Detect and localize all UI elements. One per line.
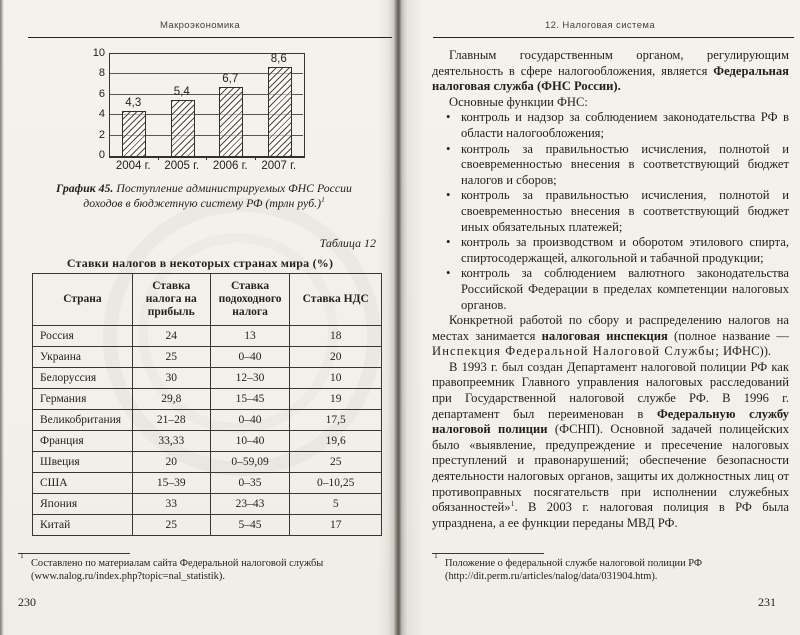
table-cell: 15–45 — [210, 389, 290, 410]
text-run: Главным государственным органом, регулирующим деятельность в сфере налогообложения, является — [432, 48, 789, 78]
chart-caption-number: График 45. — [56, 181, 114, 195]
paragraph — [432, 360, 789, 532]
table-cell: 17 — [290, 515, 382, 536]
table-cell: Великобритания — [33, 410, 133, 431]
paragraph — [432, 95, 789, 111]
page-number-right: 231 — [758, 595, 776, 609]
body-text — [432, 48, 789, 551]
footnote-text: 1 Составлено по материалам сайта Федеральной налоговой службы (www.nalog.ru/index.php?topic=nal_statistik). — [20, 551, 324, 583]
table-cell: 0–35 — [210, 473, 290, 494]
x-axis-tick — [255, 156, 256, 160]
table-row — [33, 326, 382, 347]
text-run: В 1993 г. был создан Департамент налоговой полиции РФ как правопреемник Главного управления налоговых расследований при Государственной налоговой службе РФ. В 1996 г. департамент был переименован в — [432, 359, 789, 421]
bullet-text: контроль за правильностью исчисления, полнотой и своевременностью внесения в соответствующий бюджет налогов и сборов; — [461, 141, 789, 187]
table-cell: Швеция — [33, 452, 133, 473]
bullet-item — [432, 235, 789, 266]
text-run: Федеральная налоговая служба (ФНС России). — [432, 63, 789, 94]
bar-value-label: 8,6 — [270, 53, 287, 66]
table-cell: 0–40 — [210, 410, 290, 431]
table-header-cell: Страна — [33, 274, 133, 326]
table-header-cell: Ставка налога на прибыль — [132, 274, 210, 326]
table-header-cell: Ставка подоходного налога — [210, 274, 290, 326]
table-cell: 13 — [210, 326, 290, 347]
table-cell: 0–40 — [210, 347, 290, 368]
table-cell: 25 — [132, 347, 210, 368]
chart-bar — [122, 111, 146, 157]
footnote-marker: 1 — [321, 195, 325, 205]
table-cell: 12–30 — [210, 368, 290, 389]
x-axis-tick — [206, 156, 207, 160]
table-cell: 0–59,09 — [210, 452, 290, 473]
table-cell: 10–40 — [210, 431, 290, 452]
text-run: 1 — [510, 499, 515, 509]
table-cell: 5–45 — [210, 515, 290, 536]
x-axis-label: 2006 г. — [212, 160, 248, 172]
table-body — [33, 326, 382, 536]
text-run: (ФСНП). Основной задачей полицейских было «выявление, предупреждение и пресечение налоговых преступлений и правонарушений; обеспечение безопасности деятельности налоговых органов, защиты их должностных лиц от противоправных посягательств при исполнении служебных обязанностей» — [432, 422, 789, 515]
table-row — [33, 473, 382, 494]
x-axis-label: 2005 г. — [164, 160, 200, 172]
chart-caption — [38, 181, 370, 211]
table-row — [33, 368, 382, 389]
table-cell: 19,6 — [290, 431, 382, 452]
bar-value-label: 4,3 — [125, 97, 142, 110]
bullet-text: контроль за соблюдением валютного законодательства Российской Федерации в пределах компетенции налоговых органов. — [461, 266, 789, 312]
bullet-item — [432, 188, 789, 235]
text-run: Федеральную службу налоговой полиции — [432, 406, 789, 437]
table-cell: 25 — [132, 515, 210, 536]
footnote-divider — [432, 553, 544, 554]
table-cell: 25 — [290, 452, 382, 473]
table-cell: 17,5 — [290, 410, 382, 431]
table-cell: 33,33 — [132, 431, 210, 452]
y-axis-tick-label: 0 — [98, 149, 105, 161]
table-row — [33, 389, 382, 410]
table-header — [33, 274, 382, 326]
table-row — [33, 494, 382, 515]
bullet-icon: • — [446, 188, 451, 203]
running-head-left: Макроэкономика — [159, 20, 241, 31]
x-axis-tick — [158, 156, 159, 160]
table-cell: Германия — [33, 389, 133, 410]
bullet-text: контроль за производством и оборотом этилового спирта, спиртосодержащей, алкогольной и табачной продукции; — [461, 235, 789, 265]
x-axis-label: 2007 г. — [261, 160, 297, 172]
table-cell: 19 — [290, 389, 382, 410]
table-header-row — [33, 274, 382, 326]
table-cell: 18 — [290, 326, 382, 347]
table-cell: 0–10,25 — [290, 473, 382, 494]
table-cell: Япония — [33, 494, 133, 515]
table-row — [33, 515, 382, 536]
text-run: . В 2003 г. налоговая полиция в РФ была упразднена, а ее функции переданы МВД РФ. — [432, 500, 789, 530]
table-cell: 21–28 — [132, 410, 210, 431]
bullet-text: контроль за правильностью исчисления, полнотой и своевременностью внесения в соответствующий бюджет иных обязательных платежей; — [461, 188, 789, 234]
footnote-divider — [18, 553, 130, 554]
table-title: Ставки налогов в некоторых странах мира (%) — [66, 256, 334, 270]
table-cell: 15–39 — [132, 473, 210, 494]
paragraph — [432, 48, 789, 95]
page-right — [400, 0, 800, 635]
scan-edge-shadow — [0, 0, 4, 635]
text-run: Конкретной работой по сбору и распределению налогов на местах занимается — [432, 313, 789, 343]
table-cell: США — [33, 473, 133, 494]
header-rule-right — [433, 37, 794, 38]
tax-rates-table — [32, 273, 382, 536]
table-cell: 23–43 — [210, 494, 290, 515]
page-number-left: 230 — [18, 595, 36, 609]
chart-caption-text: Поступление администрируемых ФНС России доходов в бюджетную систему РФ (трлн руб.) — [83, 181, 352, 210]
bullet-icon: • — [446, 110, 451, 125]
table-cell: Белоруссия — [33, 368, 133, 389]
bullet-item — [432, 142, 789, 189]
bullet-icon: • — [446, 235, 451, 250]
header-rule-left — [28, 37, 392, 38]
text-run: ИФНС)). — [719, 344, 772, 359]
footnote-body-text: Положение о федеральной службе налоговой полиции РФ (http://dit.perm.ru/articles/nalog/data/031904.htm). — [445, 558, 703, 583]
text-run: Основные функции ФНС: — [449, 94, 588, 109]
y-axis-tick-label: 8 — [98, 67, 105, 80]
y-axis-tick-label: 2 — [98, 128, 105, 141]
bar-chart — [0, 46, 400, 181]
table-cell: 20 — [132, 452, 210, 473]
table-label: Таблица 12 — [319, 236, 376, 250]
table-row — [33, 431, 382, 452]
text-run: налоговая инспекция — [541, 328, 668, 343]
table-cell: 20 — [290, 347, 382, 368]
text-run: (полное название — — [667, 328, 789, 343]
table-cell: Китай — [33, 515, 133, 536]
bullet-text: контроль и надзор за соблюдением законодательства РФ в области налогообложения; — [461, 110, 789, 140]
bullet-item — [432, 110, 789, 141]
bullet-icon: • — [446, 141, 451, 156]
bullet-item — [432, 266, 789, 313]
table-row — [33, 410, 382, 431]
table-cell: Россия — [33, 326, 133, 347]
bar-value-label: 6,7 — [222, 72, 239, 85]
y-axis-tick-label: 4 — [98, 108, 105, 121]
bar-value-label: 5,4 — [173, 85, 190, 98]
table-cell: 10 — [290, 368, 382, 389]
table-cell: 30 — [132, 368, 210, 389]
footnote-text: 1 Положение о федеральной службе налоговой полиции РФ (http://dit.perm.ru/articles/nalog/data/031904.htm). — [434, 551, 703, 583]
running-head-right: 12. Налоговая система — [544, 20, 656, 31]
footnote-left — [18, 553, 388, 584]
chart-bar — [268, 67, 292, 157]
table-row — [33, 347, 382, 368]
x-axis-label: 2004 г. — [115, 160, 151, 172]
text-run: Инспекция Федеральной Налоговой Службы; — [432, 344, 720, 359]
bullet-icon: • — [446, 266, 451, 281]
chart-bar — [171, 100, 195, 157]
table-header-cell: Ставка НДС — [290, 274, 382, 326]
table-cell: Украина — [33, 347, 133, 368]
footnote-body-text: Составлено по материалам сайта Федеральной налоговой службы (www.nalog.ru/index.php?topic=nal_statistik). — [31, 558, 324, 583]
y-axis-tick-label: 10 — [92, 47, 105, 59]
chart-bar — [219, 87, 243, 157]
table-cell: Франция — [33, 431, 133, 452]
footnote-right — [432, 553, 788, 584]
table-cell: 5 — [290, 494, 382, 515]
table-row — [33, 452, 382, 473]
y-axis-tick-label: 6 — [98, 87, 105, 100]
paragraph — [432, 313, 789, 360]
table-cell: 33 — [132, 494, 210, 515]
table-cell: 24 — [132, 326, 210, 347]
table-cell: 29,8 — [132, 389, 210, 410]
